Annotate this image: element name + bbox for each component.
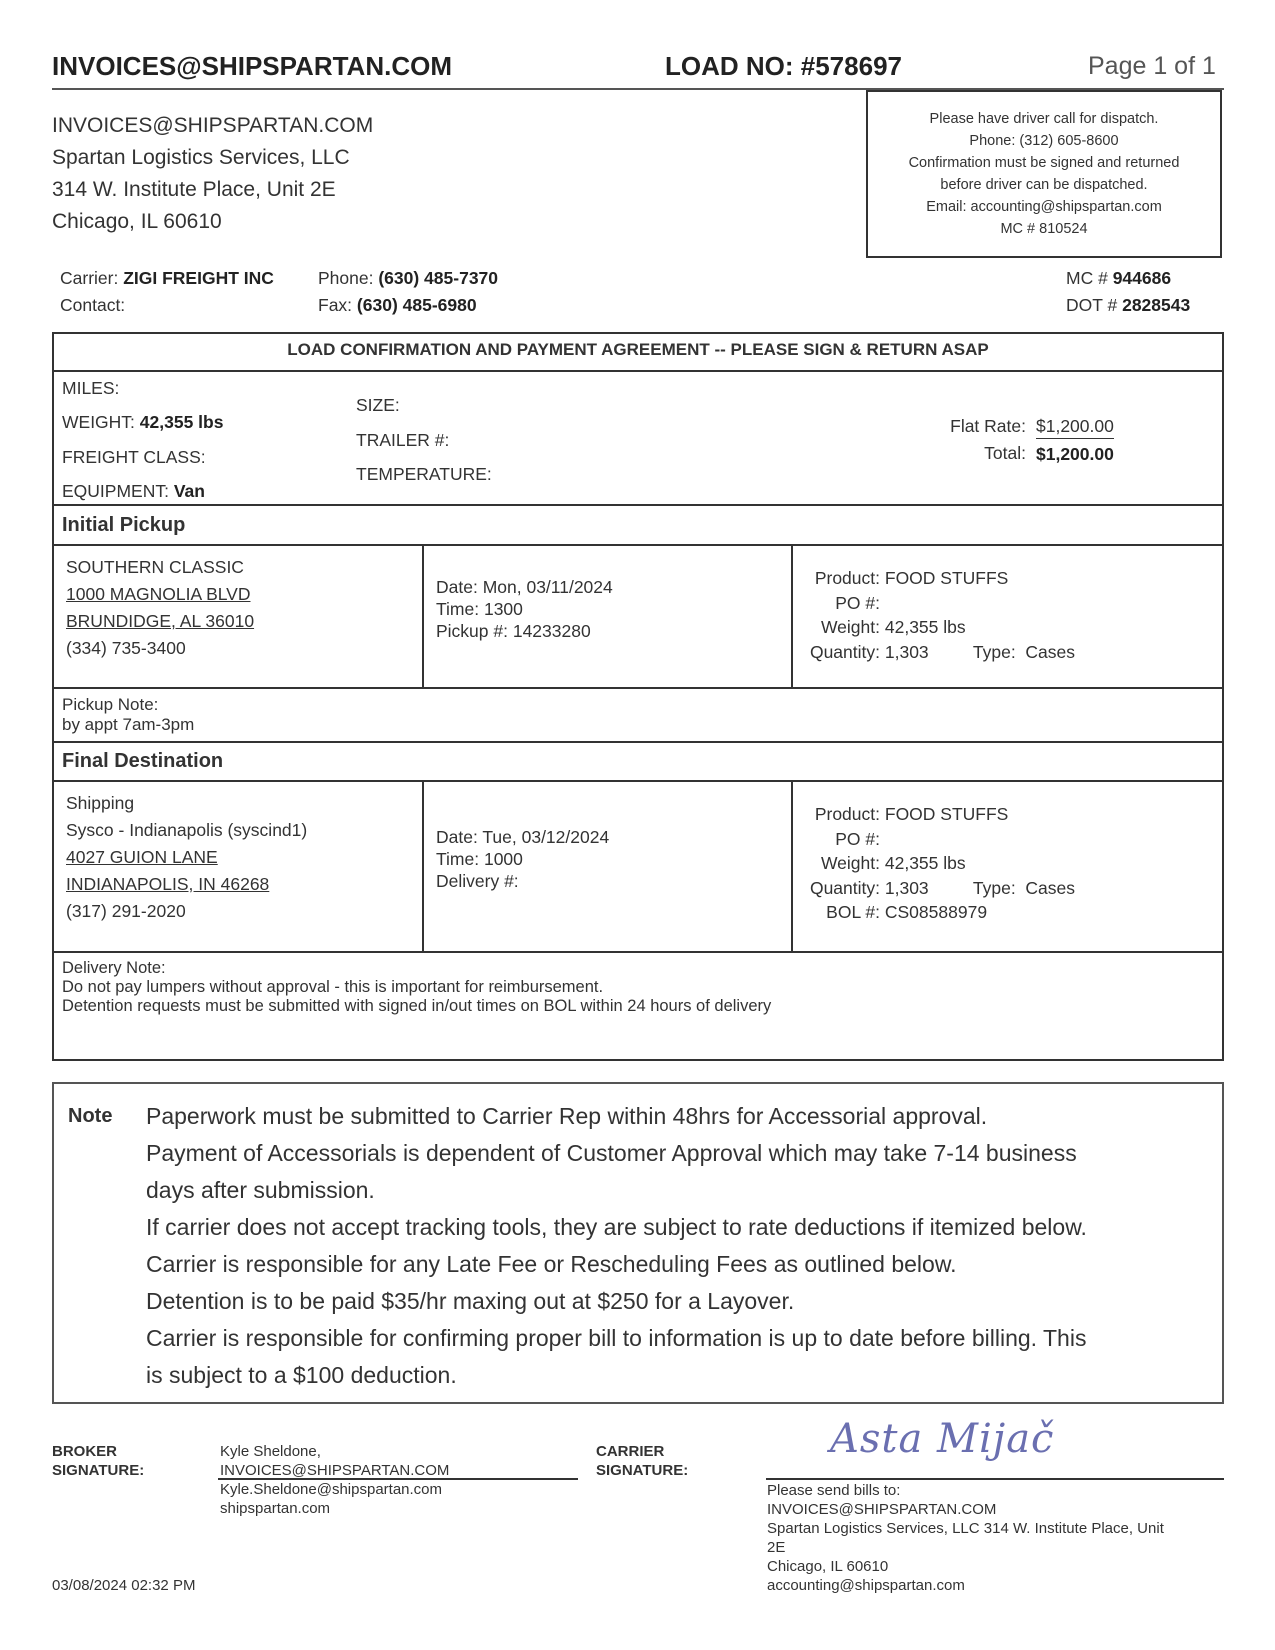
broker-site: shipspartan.com	[220, 1500, 331, 1517]
equipment-field: EQUIPMENT: Van	[62, 481, 205, 501]
destination-product-details	[806, 802, 1075, 925]
total-value: $1,200.00	[1036, 444, 1114, 464]
bill-to-line: accounting@shipspartan.com	[767, 1577, 965, 1594]
delivery-note-line: Detention requests must be submitted with signed in/out times on BOL within 24 hours of delivery	[62, 997, 772, 1015]
divider	[791, 544, 793, 687]
company-address	[52, 110, 373, 238]
size-field: SIZE:	[356, 395, 400, 415]
pickup-note-label: Pickup Note:	[62, 695, 159, 714]
broker-email-upper: INVOICES@SHIPSPARTAN.COM	[220, 1462, 450, 1479]
destination-bol-row: BOL #: CS08588979	[826, 902, 988, 922]
delivery-note	[62, 959, 771, 1016]
pickup-name: SOUTHERN CLASSIC	[66, 557, 244, 577]
carrier-handwritten-signature: Asta Mijač	[830, 1416, 1055, 1462]
company-line: 314 W. Institute Place, Unit 2E	[52, 178, 336, 201]
header-email: INVOICES@SHIPSPARTAN.COM	[52, 51, 452, 81]
document-timestamp: 03/08/2024 02:32 PM	[52, 1577, 196, 1594]
fax-label: Fax:	[318, 295, 353, 315]
fax-value: (630) 485-6980	[356, 295, 477, 315]
pickup-product-details	[806, 566, 1075, 664]
destination-name: Sysco - Indianapolis (syscind1)	[66, 820, 308, 840]
divider	[54, 951, 1222, 953]
delivery-schedule	[436, 826, 609, 892]
dispatch-line: Confirmation must be signed and returned	[908, 155, 1180, 171]
pickup-street: 1000 MAGNOLIA BLVD	[66, 584, 251, 604]
note-line: Carrier is responsible for any Late Fee or Rescheduling Fees as outlined below.	[146, 1251, 957, 1277]
phone-value: (630) 485-7370	[378, 268, 499, 288]
contact-label: Contact:	[60, 295, 126, 315]
carrier-label: Carrier:	[60, 268, 119, 288]
dispatch-line: before driver can be dispatched.	[940, 177, 1148, 193]
dispatch-line: Phone: (312) 605-8600	[969, 133, 1119, 149]
dot-label: DOT #	[1066, 295, 1118, 315]
bill-to-block	[767, 1481, 1217, 1595]
divider	[54, 780, 1222, 782]
pickup-schedule	[436, 576, 613, 642]
destination-street: 4027 GUION LANE	[66, 847, 218, 867]
note-label: Note	[68, 1105, 113, 1127]
broker-signature-block	[220, 1442, 449, 1518]
pickup-city: BRUNDIDGE, AL 36010	[66, 611, 255, 631]
dispatch-instructions-box	[866, 90, 1222, 258]
delivery-time: Time: 1000	[436, 849, 523, 869]
dispatch-line: Please have driver call for dispatch.	[929, 111, 1159, 127]
company-line: INVOICES@SHIPSPARTAN.COM	[52, 114, 374, 137]
pickup-date: Date: Mon, 03/11/2024	[436, 577, 613, 597]
carrier-value: ZIGI FREIGHT INC	[123, 268, 274, 288]
carrier-signature-label: CARRIER SIGNATURE:	[596, 1443, 689, 1479]
page-indicator: Page 1 of 1	[1088, 52, 1216, 80]
bill-to-line: Please send bills to:	[767, 1482, 901, 1499]
dispatch-line: Email: accounting@shipspartan.com	[926, 199, 1162, 215]
carrier-phone	[318, 268, 498, 289]
bill-to-line: INVOICES@SHIPSPARTAN.COM	[767, 1501, 997, 1518]
divider	[54, 370, 1222, 372]
mc-value: 944686	[1112, 268, 1172, 288]
destination-city: INDIANAPOLIS, IN 46268	[66, 874, 270, 894]
trailer-field: TRAILER #:	[356, 430, 450, 450]
note-line: Paperwork must be submitted to Carrier Rep within 48hrs for Accessorial approval.	[146, 1103, 988, 1129]
bill-to-line: Chicago, IL 60610	[767, 1558, 889, 1575]
pickup-number: Pickup #: 14233280	[436, 621, 591, 641]
broker-signature-label: BROKER SIGNATURE:	[52, 1443, 145, 1479]
destination-product-row: Product: FOOD STUFFS	[814, 804, 1009, 824]
pickup-quantity-row: Quantity: 1,303 Type: Cases	[809, 641, 1076, 662]
divider	[54, 687, 1222, 689]
delivery-number: Delivery #:	[436, 871, 519, 891]
load-confirmation-table	[52, 332, 1224, 1061]
carrier-name	[60, 268, 274, 289]
divider	[54, 544, 1222, 546]
weight-field: WEIGHT: 42,355 lbs	[62, 412, 224, 432]
pickup-note-text: by appt 7am-3pm	[62, 715, 195, 734]
bill-to-line: 2E	[767, 1539, 786, 1556]
pickup-po-row: PO #:	[835, 592, 880, 613]
pickup-address	[66, 554, 254, 662]
destination-quantity-row: Quantity: 1,303 Type: Cases	[809, 877, 1076, 898]
mc-label: MC #	[1066, 268, 1108, 288]
destination-kind: Shipping	[66, 793, 135, 813]
delivery-note-label: Delivery Note:	[62, 959, 166, 977]
phone-label: Phone:	[318, 268, 374, 288]
destination-address	[66, 790, 307, 925]
load-number: LOAD NO: #578697	[665, 51, 902, 81]
delivery-date: Date: Tue, 03/12/2024	[436, 827, 610, 847]
company-line: Chicago, IL 60610	[52, 210, 222, 233]
divider	[422, 544, 424, 687]
destination-po-row: PO #:	[835, 828, 880, 849]
note-line: Payment of Accessorials is dependent of Customer Approval which may take 7-14 business	[146, 1140, 1077, 1166]
note-lines	[146, 1098, 1206, 1394]
delivery-note-line: Do not pay lumpers without approval - this is important for reimbursement.	[62, 978, 604, 996]
broker-signature-line	[218, 1478, 578, 1480]
bill-to-line: Spartan Logistics Services, LLC 314 W. Institute Place, Unit	[767, 1520, 1164, 1537]
flat-rate-value: $1,200.00	[1036, 416, 1114, 439]
terms-note-box	[52, 1082, 1224, 1404]
divider	[54, 741, 1222, 743]
total-label: Total:	[984, 443, 1026, 463]
note-line: Detention is to be paid $35/hr maxing out at $250 for a Layover.	[146, 1288, 795, 1314]
dispatch-line: MC # 810524	[1000, 221, 1088, 237]
miles-field: MILES:	[62, 378, 120, 398]
destination-phone: (317) 291-2020	[66, 901, 186, 921]
carrier-contact	[60, 295, 125, 316]
destination-section-title: Final Destination	[62, 750, 224, 772]
freight-class-field: FREIGHT CLASS:	[62, 447, 206, 467]
pickup-section-title: Initial Pickup	[62, 514, 186, 536]
note-line: is subject to a $100 deduction.	[146, 1362, 457, 1388]
pickup-phone: (334) 735-3400	[66, 638, 186, 658]
temperature-field: TEMPERATURE:	[356, 464, 492, 484]
carrier-fax	[318, 295, 477, 316]
broker-email: Kyle.Sheldone@shipspartan.com	[220, 1481, 443, 1498]
destination-weight-row: Weight: 42,355 lbs	[820, 853, 966, 873]
pickup-time: Time: 1300	[436, 599, 523, 619]
divider	[791, 780, 793, 951]
carrier-signature-line	[766, 1478, 1224, 1480]
note-line: Carrier is responsible for confirming proper bill to information is up to date before billing. This	[146, 1325, 1087, 1351]
pickup-weight-row: Weight: 42,355 lbs	[820, 617, 966, 637]
company-line: Spartan Logistics Services, LLC	[52, 146, 350, 169]
pickup-product-row: Product: FOOD STUFFS	[814, 568, 1009, 588]
carrier-dot	[1066, 295, 1190, 316]
note-line: days after submission.	[146, 1177, 375, 1203]
agreement-title: LOAD CONFIRMATION AND PAYMENT AGREEMENT -- PLEASE SIGN & RETURN ASAP	[287, 340, 989, 359]
pickup-note	[62, 695, 194, 735]
broker-name: Kyle Sheldone,	[220, 1443, 321, 1460]
divider	[54, 504, 1222, 506]
dot-value: 2828543	[1122, 295, 1191, 315]
carrier-mc	[1066, 268, 1171, 289]
flat-rate-label: Flat Rate:	[950, 416, 1026, 436]
note-line: If carrier does not accept tracking tools, they are subject to rate deductions if itemized below.	[146, 1214, 1087, 1240]
divider	[422, 780, 424, 951]
